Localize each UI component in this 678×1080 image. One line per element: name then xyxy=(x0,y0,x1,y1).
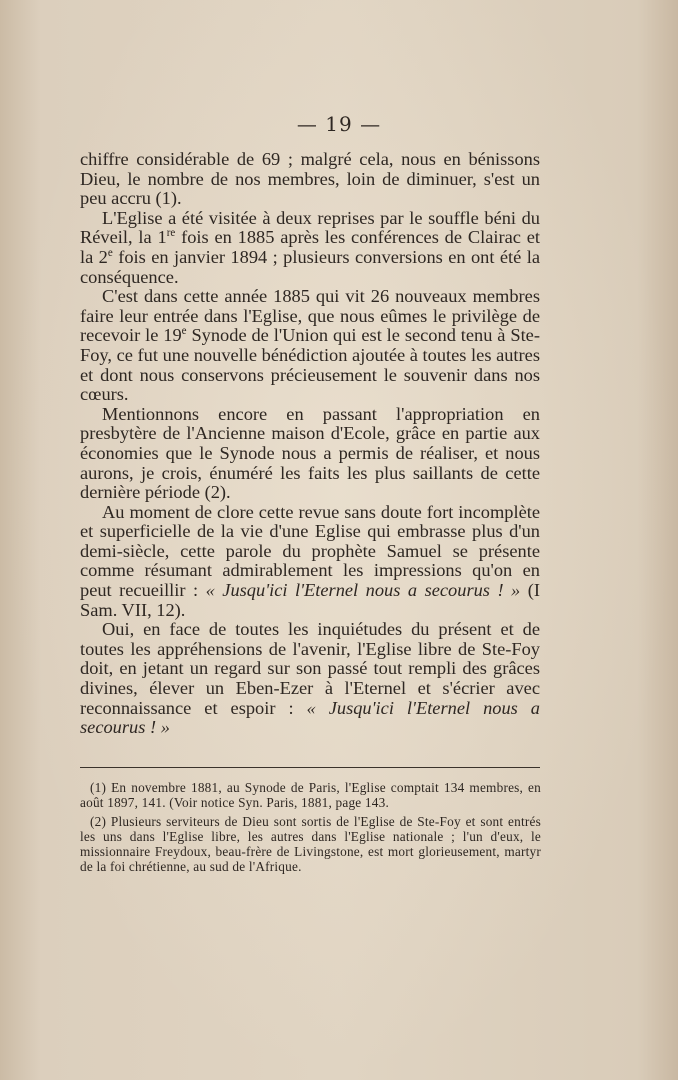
paragraph-2-part-c: fois en janvier 1894 ; plusieurs conversions en ont été la conséquence. xyxy=(80,246,540,287)
quotation: « Jusqu'ici l'Eternel nous a secourus ! » xyxy=(80,697,540,738)
paragraph-6-part-a: Oui, en face de toutes les inquiétudes du présent et de toutes les appréhensions de l'avenir, l'Eglise libre de Ste-Foy doit, en jetant un regard sur son passé tout rempli des grâces divines, élever un Eben-Ezer à l'Eternel et s'écrier avec reconnaissance et espoir : xyxy=(80,619,540,718)
footnote-divider xyxy=(80,767,540,768)
superscript-e: e xyxy=(181,325,187,338)
superscript-e: e xyxy=(107,246,113,259)
paragraph-5 xyxy=(80,503,540,621)
quotation: « Jusqu'ici l'Eternel nous a secourus ! » xyxy=(205,580,521,601)
footnote-2: (2) Plusieurs serviteurs de Dieu sont sortis de l'Eglise de Ste-Foy et sont entrés les uns dans l'Eglise libre, les autres dans l'Eglise nationale ; l'un d'eux, le missionnaire Freydoux, beau-frère de Livingstone, est mort glorieusement, martyr de la foi chrétienne, au sud de l'Afrique. xyxy=(80,814,541,874)
page-number: — 19 — xyxy=(296,112,382,136)
paragraph-3 xyxy=(80,287,540,405)
paragraph-1: chiffre considérable de 69 ; malgré cela, nous en bénissons Dieu, le nombre de nos membres, loin de diminuer, s'est un peu accru (1). xyxy=(80,149,540,209)
paragraph-6 xyxy=(80,620,540,738)
footnotes xyxy=(80,780,541,878)
paragraph-3-part-a: C'est dans cette année 1885 qui vit 26 nouveaux membres faire leur entrée dans l'Eglise, que nous eûmes le privilège de recevoir le 19 xyxy=(80,286,540,346)
paragraph-5-part-b: (I Sam. VII, 12). xyxy=(80,580,540,620)
paragraph-2 xyxy=(80,209,540,287)
paragraph-5-part-a: Au moment de clore cette revue sans doute fort incomplète et superficielle de la vie d'une Eglise qui embrasse plus d'un demi-siècle, cette parole du prophète Samuel se présente comme résumant admirablement les impressions qu'on en peut recueillir : xyxy=(80,501,540,601)
paragraph-4: Mentionnons encore en passant l'appropriation en presbytère de l'Ancienne maison d'Ecole, grâce en partie aux économies que le Synode nous a permis de réaliser, et nous aurons, je crois, énuméré les faits les plus saillants de cette dernière période (2). xyxy=(80,403,540,503)
paragraph-2-part-b: fois en 1885 après les conférences de Clairac et la 2 xyxy=(80,227,540,267)
body-text xyxy=(80,150,540,738)
paragraph-3-part-b: Synode de l'Union qui est le second tenu à Ste-Foy, ce fut une nouvelle bénédiction ajoutée à toutes les autres et dont nous conservons précieusement le souvenir dans nos cœurs. xyxy=(80,325,540,405)
paragraph-2-part-a: L'Eglise a été visitée à deux reprises par le souffle béni du Réveil, la 1 xyxy=(80,207,540,248)
footnote-1: (1) En novembre 1881, au Synode de Paris, l'Eglise comptait 134 membres, en août 1897, 141. (Voir notice Syn. Paris, 1881, page 143. xyxy=(80,780,541,810)
superscript-re: re xyxy=(166,227,176,240)
